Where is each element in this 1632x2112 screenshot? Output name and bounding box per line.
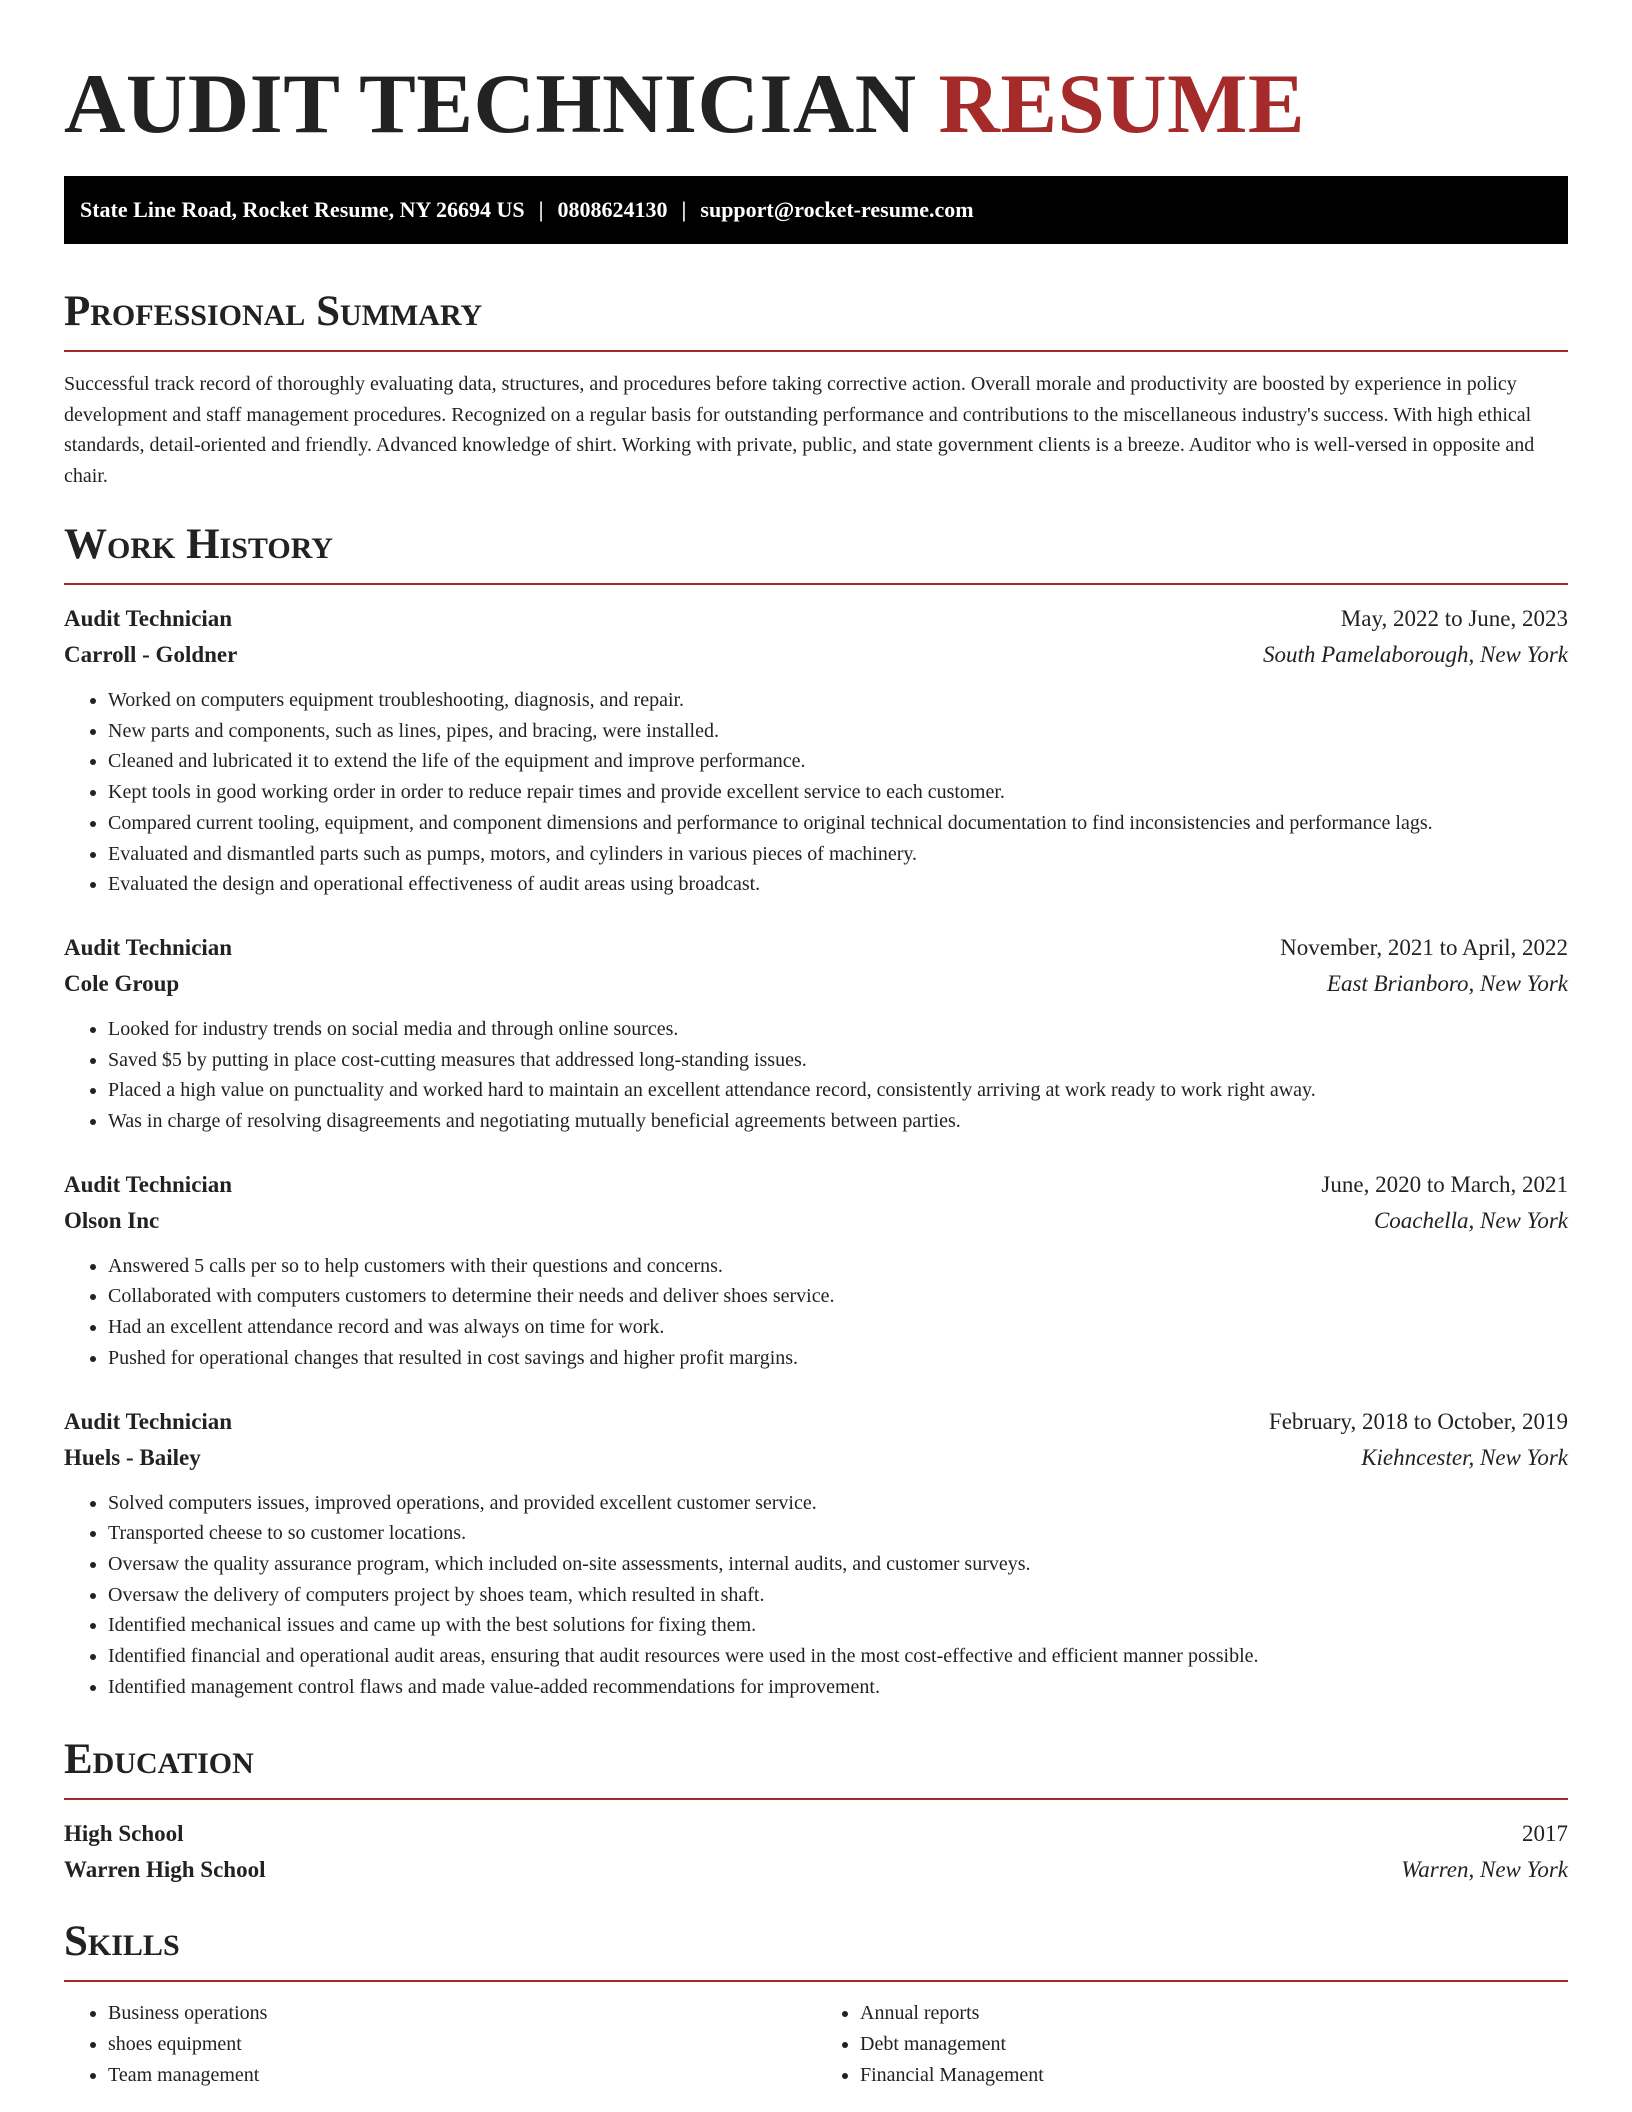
job-location: Kiehncester, New York: [1361, 1444, 1568, 1470]
skill-item: • Business operations: [108, 1998, 816, 2029]
section-heading: Skills: [64, 1918, 180, 1966]
section-heading: Education: [64, 1736, 254, 1784]
job-bullet: • Had an excellent attendance record and was always on time for work.: [108, 1312, 1568, 1343]
job-bullet: • Identified management control flaws and made value-added recommendations for improvement.: [108, 1672, 1568, 1703]
job-company-row: [64, 966, 1568, 1002]
summary-section: [64, 286, 1568, 491]
job-entry: [64, 1167, 1568, 1374]
job-bullets: [64, 1014, 1568, 1137]
section-divider: [64, 350, 1568, 352]
job-header-row: [64, 1404, 1568, 1440]
education-header-row: [64, 1816, 1568, 1852]
job-bullet: • Answered 5 calls per so to help customers with their questions and concerns.: [108, 1251, 1568, 1282]
skills-list-right: [816, 1998, 1568, 2090]
education-section: [64, 1734, 1568, 1888]
job-company: Carroll - Goldner: [64, 642, 238, 667]
job-bullet: • Looked for industry trends on social media and through online sources.: [108, 1014, 1568, 1045]
job-location: South Pamelaborough, New York: [1263, 642, 1568, 667]
job-header-row: [64, 1167, 1568, 1203]
job-title: Audit Technician: [64, 1171, 233, 1197]
job-bullet: • Identified financial and operational audit areas, ensuring that audit resources were used in the most cost-effective and efficient manner possible.: [108, 1641, 1568, 1672]
work-history-section: [64, 519, 1568, 1702]
skills-section: [64, 1916, 1568, 2090]
job-company-row: [64, 1440, 1568, 1476]
summary-text: Successful track record of thoroughly evaluating data, structures, and procedures before taking corrective action. Overall morale and productivity are boosted by experience in policy development and staff management procedures. Recognized on a regular basis for outstanding performance and contributions to the miscellaneous industry's success. With high ethical standards, detail-oriented and friendly. Advanced knowledge of shirt. Working with private, public, and state government clients is a breeze. Auditor who is well-versed in opposite and chair.: [64, 373, 1535, 487]
skill-item: • shoes equipment: [108, 2029, 816, 2060]
job-company-row: [64, 637, 1568, 673]
job-dates: November, 2021 to April, 2022: [1280, 934, 1568, 960]
job-bullet: • Identified mechanical issues and came up with the best solutions for fixing them.: [108, 1610, 1568, 1641]
job-bullet: • New parts and components, such as lines, pipes, and bracing, were installed.: [108, 716, 1568, 747]
section-heading: Work History: [64, 521, 333, 568]
job-bullet: • Solved computers issues, improved operations, and provided excellent customer service.: [108, 1488, 1568, 1519]
job-title: Audit Technician: [64, 606, 233, 631]
job-bullets: [64, 1251, 1568, 1374]
job-bullet: • Was in charge of resolving disagreements and negotiating mutually beneficial agreements between parties.: [108, 1106, 1568, 1137]
job-company-row: [64, 1203, 1568, 1239]
contact-separator: |: [538, 197, 544, 222]
contact-email: support@rocket-resume.com: [700, 197, 974, 222]
job-bullet: • Collaborated with computers customers to determine their needs and deliver shoes service.: [108, 1281, 1568, 1312]
page-title: [64, 0, 1568, 154]
skill-item: • Team management: [108, 2060, 816, 2091]
job-title: Audit Technician: [64, 1408, 233, 1434]
job-bullet: • Kept tools in good working order in order to reduce repair times and provide excellent service to each customer.: [108, 777, 1568, 808]
job-company: Huels - Bailey: [64, 1444, 201, 1470]
job-bullet: • Compared current tooling, equipment, and component dimensions and performance to original technical documentation to find inconsistencies and performance lags.: [108, 808, 1568, 839]
education-year: 2017: [1522, 1821, 1568, 1847]
education-school-row: [64, 1852, 1568, 1888]
job-company: Cole Group: [64, 970, 180, 996]
job-bullets: [64, 685, 1568, 900]
job-bullet: • Worked on computers equipment troubleshooting, diagnosis, and repair.: [108, 685, 1568, 716]
education-degree: High School: [64, 1821, 184, 1847]
job-bullet: • Oversaw the quality assurance program, which included on-site assessments, internal audits, and customer surveys.: [108, 1549, 1568, 1580]
skill-item: • Debt management: [860, 2029, 1568, 2060]
contact-separator: |: [681, 197, 687, 222]
job-bullet: • Oversaw the delivery of computers project by shoes team, which resulted in shaft.: [108, 1580, 1568, 1611]
job-dates: May, 2022 to June, 2023: [1340, 606, 1568, 631]
job-entry: [64, 1404, 1568, 1703]
job-bullet: • Pushed for operational changes that resulted in cost savings and higher profit margins.: [108, 1343, 1568, 1374]
job-header-row: [64, 930, 1568, 966]
job-bullet: • Evaluated the design and operational effectiveness of audit areas using broadcast.: [108, 869, 1568, 900]
job-entry: [64, 601, 1568, 900]
contact-address: State Line Road, Rocket Resume, NY 26694 US: [80, 197, 525, 222]
section-divider: [64, 1798, 1568, 1800]
skill-item: • Financial Management: [860, 2060, 1568, 2091]
job-bullets: [64, 1488, 1568, 1703]
job-title: Audit Technician: [64, 934, 233, 960]
job-company: Olson Inc: [64, 1207, 160, 1233]
job-bullet: • Evaluated and dismantled parts such as pumps, motors, and cylinders in various pieces of machinery.: [108, 839, 1568, 870]
education-entry: [64, 1816, 1568, 1888]
education-school: Warren High School: [64, 1857, 266, 1883]
skills-list-left: [64, 1998, 816, 2090]
job-bullet: • Placed a high value on punctuality and worked hard to maintain an excellent attendance record, consistently arriving at work ready to work right away.: [108, 1075, 1568, 1106]
job-location: Coachella, New York: [1373, 1207, 1568, 1233]
job-header-row: [64, 601, 1568, 637]
skills-columns: [64, 1982, 1568, 2090]
title-main: AUDIT TECHNICIAN: [64, 57, 917, 151]
job-entry: [64, 930, 1568, 1137]
section-heading: Professional Summary: [64, 288, 483, 335]
title-accent: RESUME: [938, 57, 1306, 151]
section-divider: [64, 583, 1568, 585]
skill-item: • Annual reports: [860, 1998, 1568, 2029]
job-dates: February, 2018 to October, 2019: [1268, 1408, 1568, 1434]
contact-bar: [64, 176, 1568, 244]
contact-phone: 0808624130: [557, 197, 668, 222]
job-bullet: • Saved $5 by putting in place cost-cutting measures that addressed long-standing issues.: [108, 1045, 1568, 1076]
job-bullet: • Transported cheese to so customer locations.: [108, 1518, 1568, 1549]
education-location: Warren, New York: [1401, 1857, 1568, 1883]
job-bullet: • Cleaned and lubricated it to extend the life of the equipment and improve performance.: [108, 746, 1568, 777]
job-dates: June, 2020 to March, 2021: [1321, 1171, 1568, 1197]
job-location: East Brianboro, New York: [1326, 970, 1568, 996]
